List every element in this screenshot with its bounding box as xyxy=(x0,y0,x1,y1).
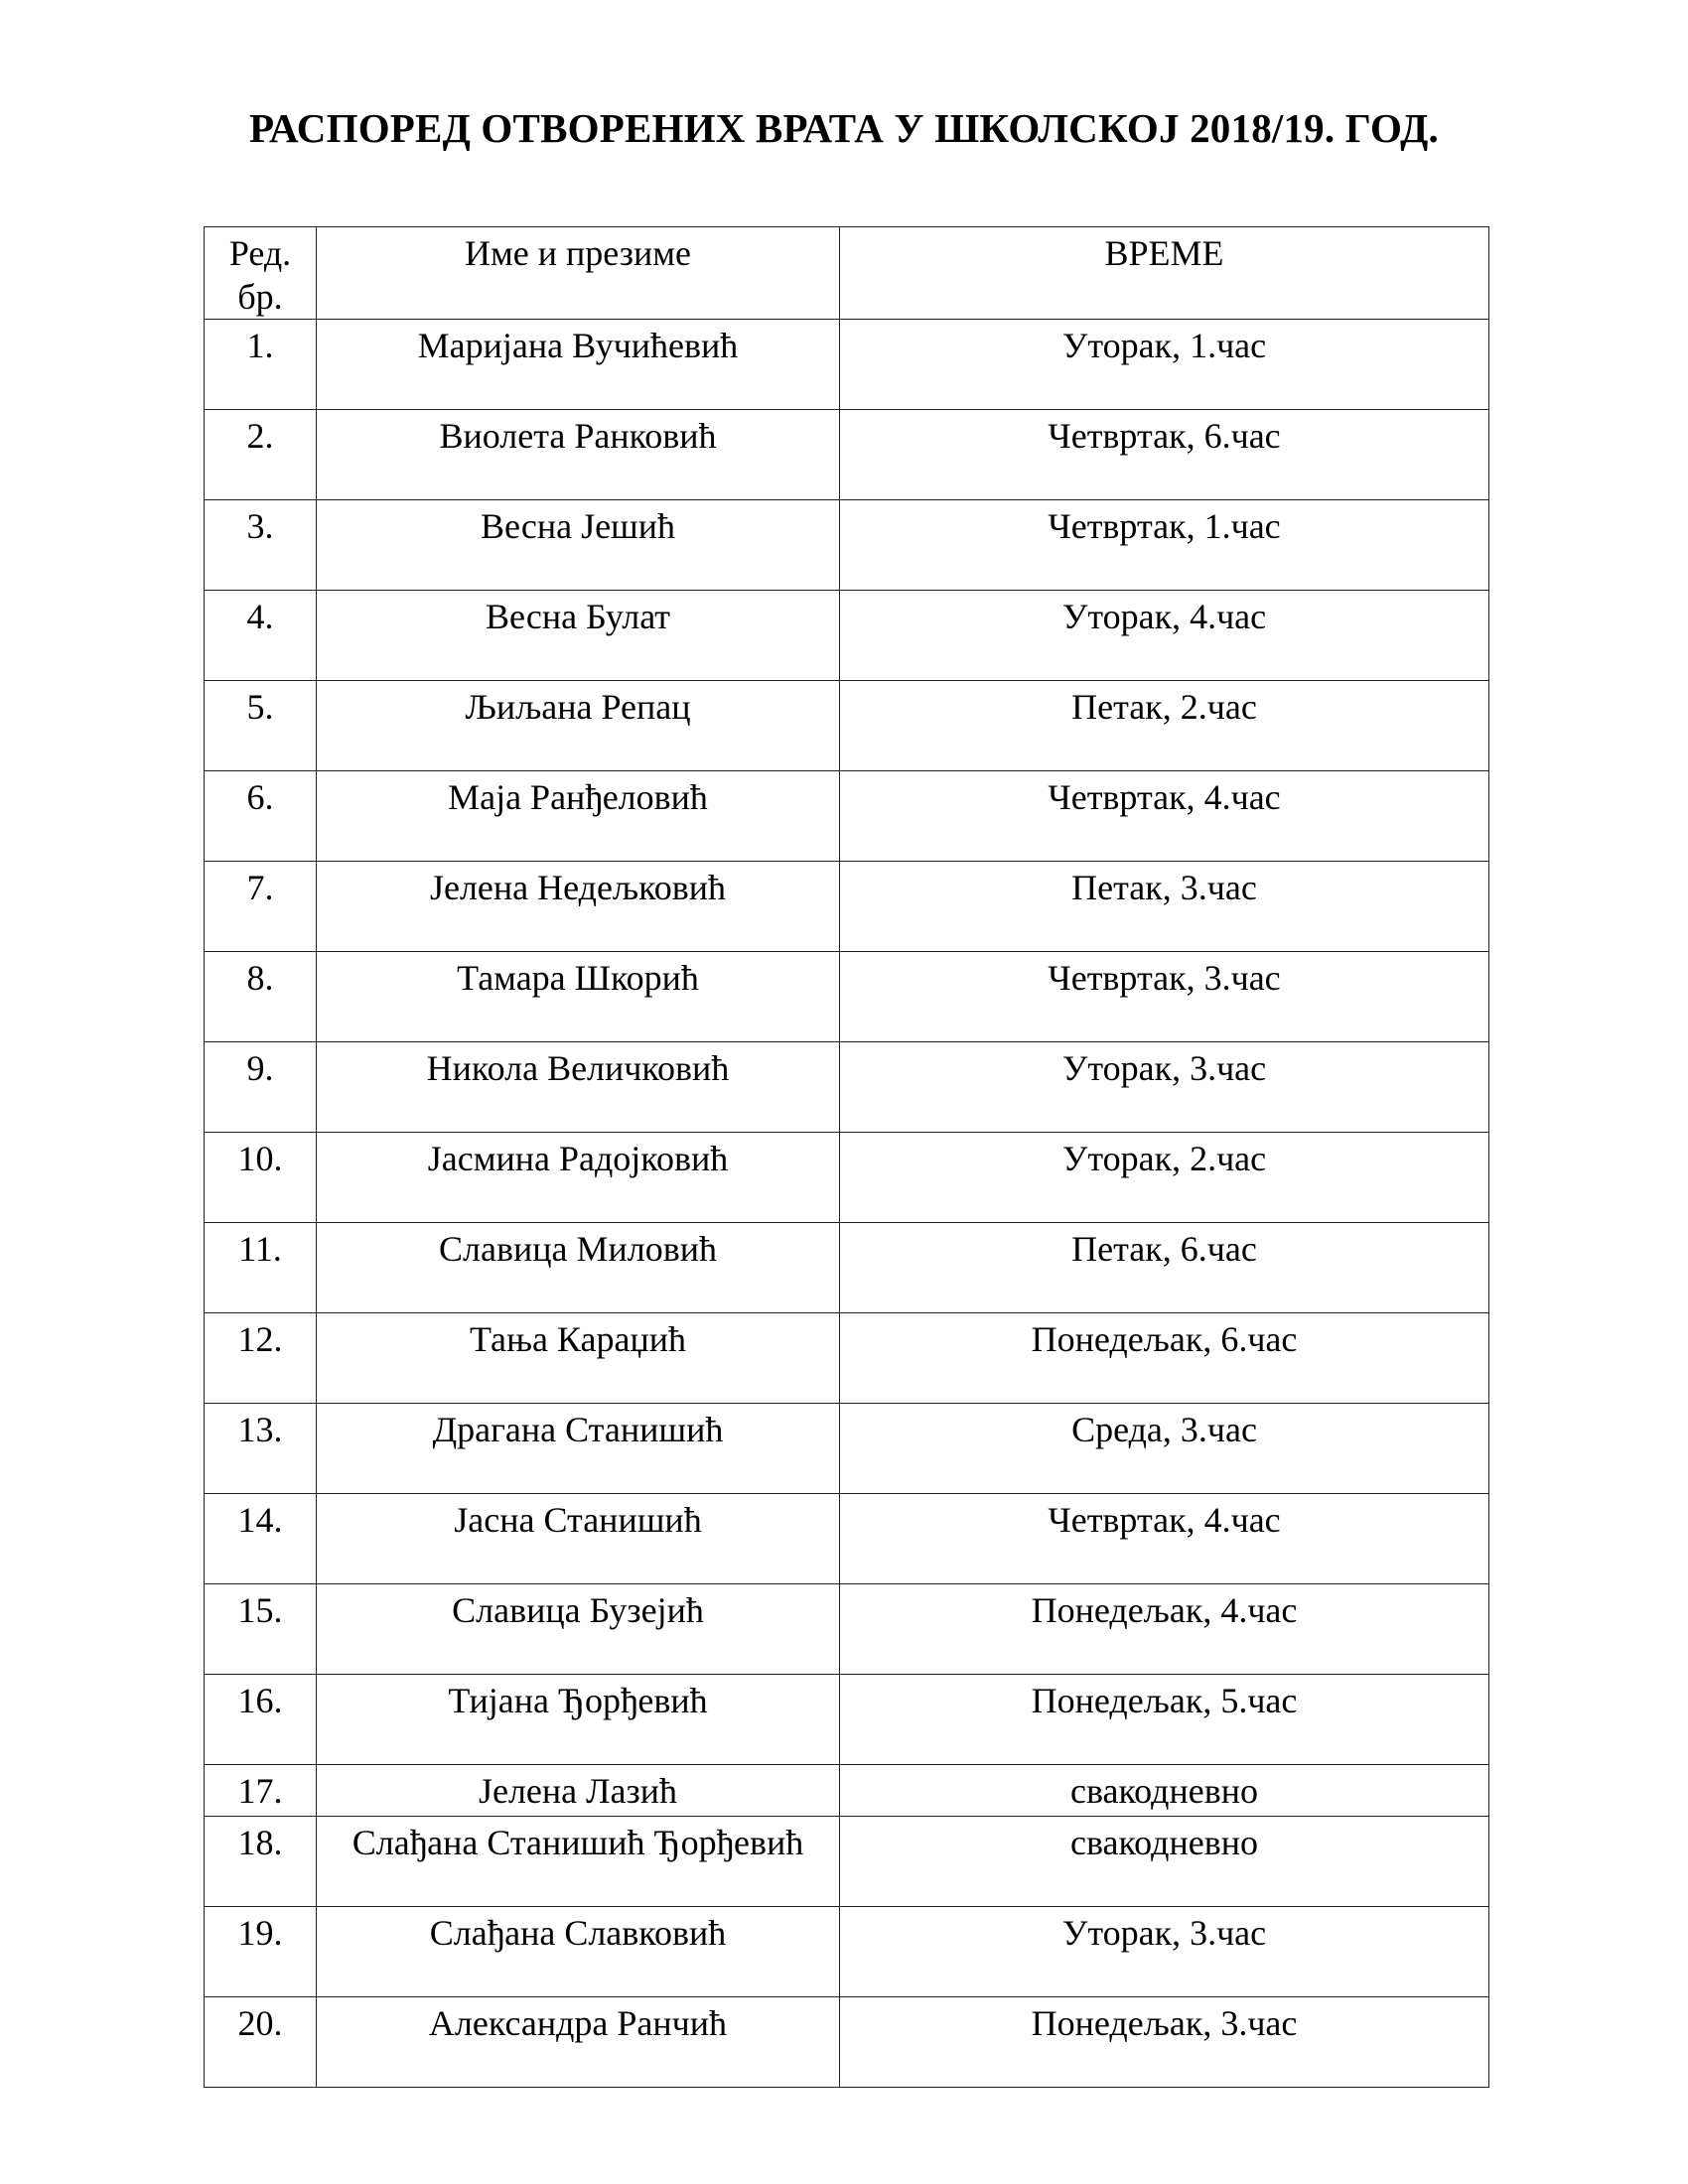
table-row xyxy=(205,1907,1489,1997)
table-row xyxy=(205,1675,1489,1765)
table-row xyxy=(205,952,1489,1042)
row-time: свакодневно xyxy=(840,1765,1489,1817)
row-number: 9. xyxy=(205,1042,317,1133)
row-name: Весна Јешић xyxy=(317,500,840,591)
column-header-time: ВРЕМЕ xyxy=(840,227,1489,320)
row-name: Тијана Ђорђевић xyxy=(317,1675,840,1765)
row-number: 15. xyxy=(205,1584,317,1675)
row-time: Четвртак, 3.час xyxy=(840,952,1489,1042)
row-name: Јасмина Радојковић xyxy=(317,1133,840,1223)
row-time: Петак, 3.час xyxy=(840,862,1489,952)
row-number: 20. xyxy=(205,1997,317,2088)
row-time: Уторак, 2.час xyxy=(840,1133,1489,1223)
row-name: Маја Ранђеловић xyxy=(317,771,840,862)
table-row xyxy=(205,681,1489,771)
row-name: Маријана Вучићевић xyxy=(317,320,840,410)
row-number: 18. xyxy=(205,1817,317,1907)
row-name: Слађана Славковић xyxy=(317,1907,840,1997)
row-number: 5. xyxy=(205,681,317,771)
row-time: Петак, 6.час xyxy=(840,1223,1489,1313)
row-number: 16. xyxy=(205,1675,317,1765)
row-number: 8. xyxy=(205,952,317,1042)
row-time: Понедељак, 6.час xyxy=(840,1313,1489,1404)
row-time: свакодневно xyxy=(840,1817,1489,1907)
row-name: Јелена Недељковић xyxy=(317,862,840,952)
row-number: 1. xyxy=(205,320,317,410)
row-time: Уторак, 1.час xyxy=(840,320,1489,410)
table-row xyxy=(205,500,1489,591)
row-number: 4. xyxy=(205,591,317,681)
row-name: Јелена Лазић xyxy=(317,1765,840,1817)
row-name: Никола Величковић xyxy=(317,1042,840,1133)
table-row xyxy=(205,1494,1489,1584)
row-number: 17. xyxy=(205,1765,317,1817)
table-row xyxy=(205,1223,1489,1313)
row-time: Петак, 2.час xyxy=(840,681,1489,771)
row-number: 13. xyxy=(205,1404,317,1494)
row-time: Уторак, 4.час xyxy=(840,591,1489,681)
row-name: Славица Бузејић xyxy=(317,1584,840,1675)
row-name: Александра Ранчић xyxy=(317,1997,840,2088)
row-number: 7. xyxy=(205,862,317,952)
table-row xyxy=(205,1404,1489,1494)
table-row xyxy=(205,320,1489,410)
row-number: 6. xyxy=(205,771,317,862)
row-time: Уторак, 3.час xyxy=(840,1907,1489,1997)
row-time: Среда, 3.час xyxy=(840,1404,1489,1494)
row-time: Четвртак, 6.час xyxy=(840,410,1489,500)
row-number: 19. xyxy=(205,1907,317,1997)
open-doors-schedule-table xyxy=(204,226,1489,2088)
table-header-row xyxy=(205,227,1489,320)
table-row xyxy=(205,862,1489,952)
row-time: Четвртак, 1.час xyxy=(840,500,1489,591)
row-time: Понедељак, 5.час xyxy=(840,1675,1489,1765)
column-header-number: Ред. бр. xyxy=(205,227,317,320)
row-number: 3. xyxy=(205,500,317,591)
table-row xyxy=(205,1817,1489,1907)
row-name: Тања Караџић xyxy=(317,1313,840,1404)
row-name: Љиљана Репац xyxy=(317,681,840,771)
row-name: Слађана Станишић Ђорђевић xyxy=(317,1817,840,1907)
page-title: РАСПОРЕД ОТВОРЕНИХ ВРАТА У ШКОЛСКОЈ 2018/19. ГОД. xyxy=(249,105,1439,151)
row-name: Тамара Шкорић xyxy=(317,952,840,1042)
table-row xyxy=(205,1584,1489,1675)
table-row xyxy=(205,410,1489,500)
row-number: 2. xyxy=(205,410,317,500)
table-row xyxy=(205,1997,1489,2088)
row-time: Уторак, 3.час xyxy=(840,1042,1489,1133)
row-time: Понедељак, 3.час xyxy=(840,1997,1489,2088)
table-row xyxy=(205,1313,1489,1404)
row-number: 10. xyxy=(205,1133,317,1223)
row-time: Четвртак, 4.час xyxy=(840,771,1489,862)
row-number: 14. xyxy=(205,1494,317,1584)
table-row xyxy=(205,591,1489,681)
row-name: Весна Булат xyxy=(317,591,840,681)
column-header-name: Име и презиме xyxy=(317,227,840,320)
row-number: 12. xyxy=(205,1313,317,1404)
row-number: 11. xyxy=(205,1223,317,1313)
table-row xyxy=(205,1042,1489,1133)
row-time: Понедељак, 4.час xyxy=(840,1584,1489,1675)
row-name: Виолета Ранковић xyxy=(317,410,840,500)
table-row xyxy=(205,1133,1489,1223)
row-name: Славица Миловић xyxy=(317,1223,840,1313)
table-row xyxy=(205,1765,1489,1817)
row-name: Јасна Станишић xyxy=(317,1494,840,1584)
row-time: Четвртак, 4.час xyxy=(840,1494,1489,1584)
row-name: Драгана Станишић xyxy=(317,1404,840,1494)
table-row xyxy=(205,771,1489,862)
